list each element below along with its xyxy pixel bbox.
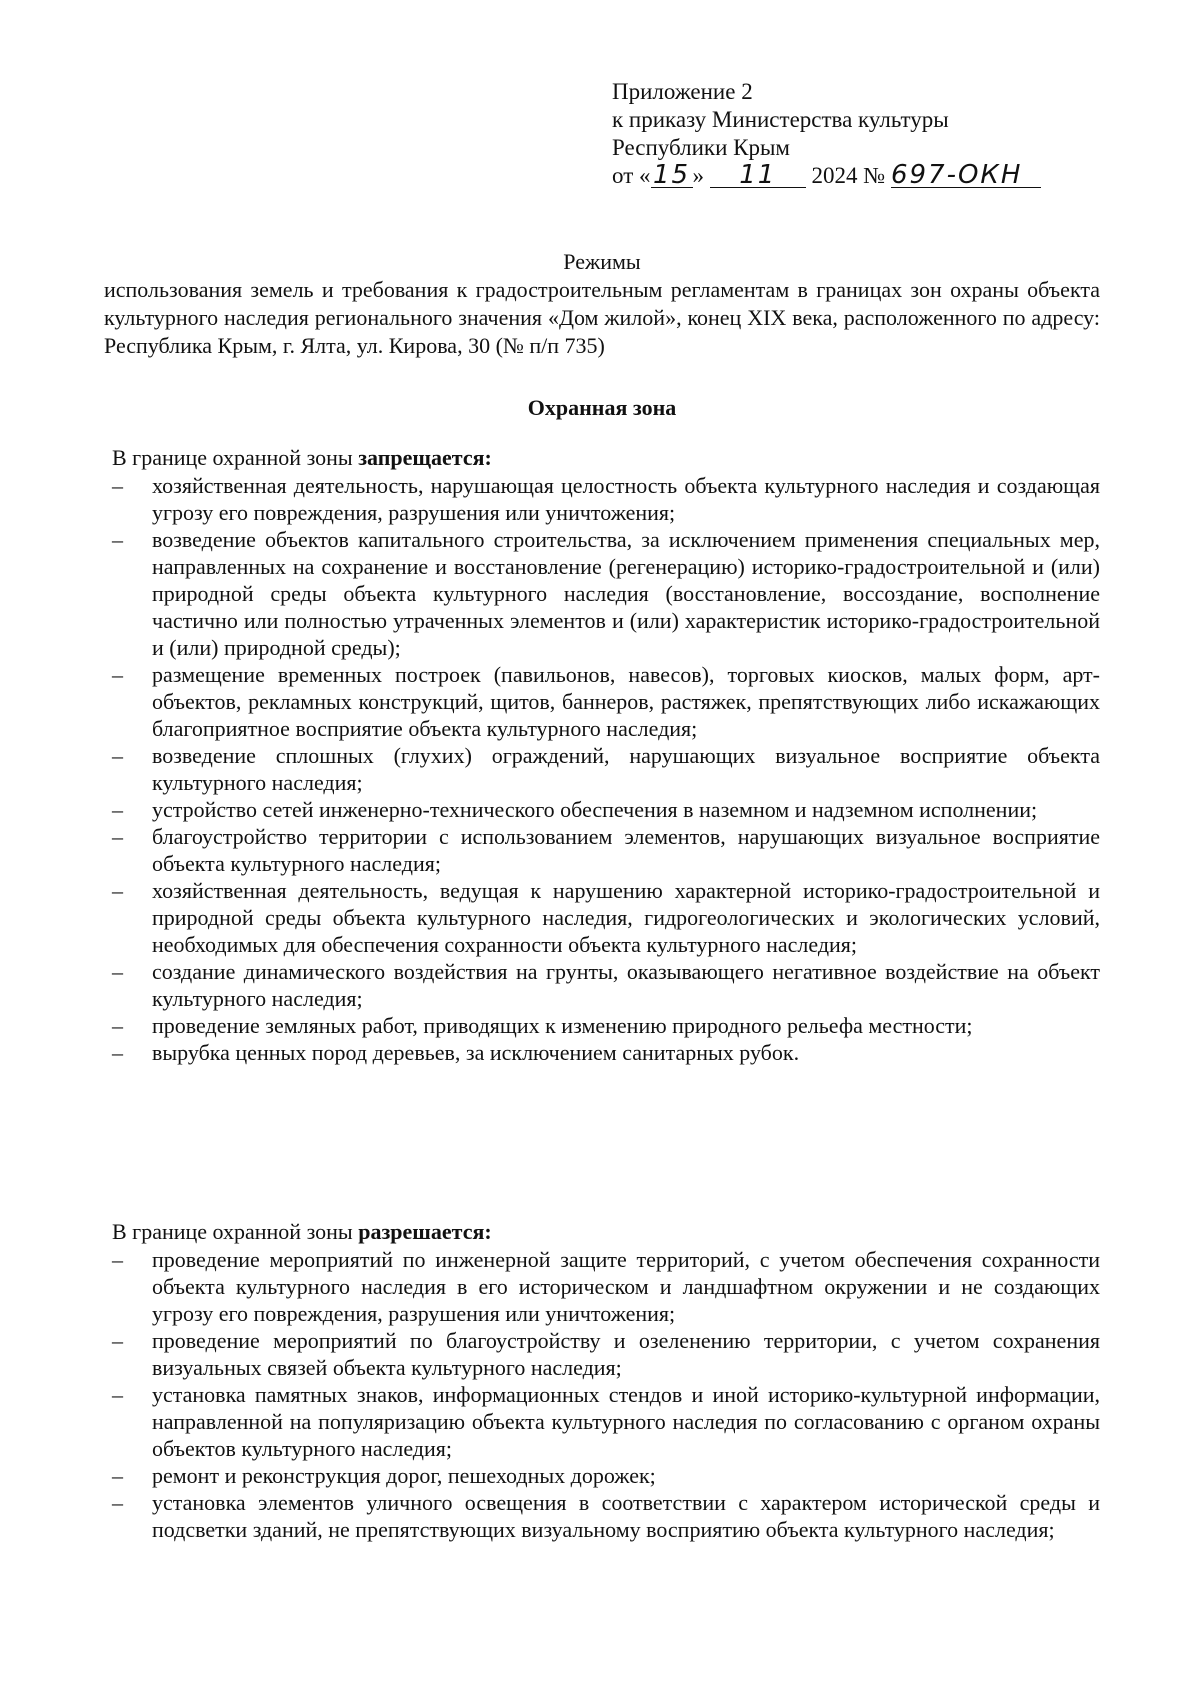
list-item-text: размещение временных построек (павильонов, навесов), торговых киосков, малых форм, арт-объектов, рекламных конструкций, щитов, баннеров, растяжек, препятствующих либо искажающих благоприятное восприятие объекта культурного наследия; xyxy=(152,662,1100,741)
dash-bullet: – xyxy=(112,1040,123,1065)
date-mid: » xyxy=(692,163,704,188)
dash-bullet: – xyxy=(112,878,123,903)
list-item xyxy=(112,526,1100,661)
order-reference: к приказу Министерства культуры xyxy=(612,107,949,132)
dash-bullet: – xyxy=(112,1490,123,1515)
prohibited-lead xyxy=(112,444,1100,471)
list-item-text: создание динамического воздействия на грунты, оказывающего негативное воздействие на объект культурного наследия; xyxy=(152,959,1100,1011)
dash-bullet: – xyxy=(112,824,123,849)
list-item xyxy=(112,661,1100,742)
list-item-text: установка элементов уличного освещения в соответствии с характером исторической среды и подсветки зданий, не препятствующих визуальному восприятию объекта культурного наследия; xyxy=(152,1490,1100,1542)
list-item-text: устройство сетей инженерно-технического обеспечения в наземном и надземном исполнении; xyxy=(152,797,1038,822)
document-title xyxy=(104,248,1100,360)
list-item-text: хозяйственная деятельность, нарушающая целостность объекта культурного наследия и создающая угрозу его повреждения, разрушения или уничтожения; xyxy=(152,473,1100,525)
dash-bullet: – xyxy=(112,1013,123,1038)
order-date-line xyxy=(612,162,1041,190)
order-month: 11 xyxy=(710,163,806,188)
ministry-region: Республики Крым xyxy=(612,135,790,160)
list-item xyxy=(112,958,1100,1012)
list-item-text: ремонт и реконструкция дорог, пешеходных дорожек; xyxy=(152,1463,656,1488)
order-number: 697-ОКН xyxy=(891,163,1041,188)
order-year: 2024 № xyxy=(811,163,886,188)
allowed-section xyxy=(112,1218,1100,1543)
list-item-text: возведение объектов капитального строительства, за исключением применения специальных мер, направленных на сохранение и восстановление (регенерацию) историко-градостроительной и (или) природной среды объекта культурного наследия (восстановление, воссоздание, восполнение частично или полностью утраченных элементов и (или) характеристик историко-градостроительной и (или) природной среды); xyxy=(152,527,1100,660)
dash-bullet: – xyxy=(112,1328,123,1353)
list-item xyxy=(112,1039,1100,1066)
prohibited-list xyxy=(112,472,1100,1066)
dash-bullet: – xyxy=(112,1463,123,1488)
list-item xyxy=(112,472,1100,526)
dash-bullet: – xyxy=(112,662,123,687)
dash-bullet: – xyxy=(112,1247,123,1272)
date-prefix: от « xyxy=(612,163,651,188)
list-item xyxy=(112,1381,1100,1462)
prohibited-lead-bold: запрещается: xyxy=(358,445,492,470)
prohibited-section xyxy=(112,444,1100,1066)
list-item xyxy=(112,742,1100,796)
allowed-lead-bold: разрешается: xyxy=(358,1219,492,1244)
list-item xyxy=(112,877,1100,958)
list-item-text: проведение мероприятий по благоустройству и озеленению территории, с учетом сохранения визуальных связей объекта культурного наследия; xyxy=(152,1328,1100,1380)
dash-bullet: – xyxy=(112,797,123,822)
list-item xyxy=(112,796,1100,823)
list-item-text: благоустройство территории с использованием элементов, нарушающих визуальное восприятие объекта культурного наследия; xyxy=(152,824,1100,876)
order-day: 15 xyxy=(651,163,693,188)
list-item-text: установка памятных знаков, информационных стендов и иной историко-культурной информации, направленной на популяризацию объекта культурного наследия по согласованию с органом охраны объектов культурного наследия; xyxy=(152,1382,1100,1461)
list-item-text: проведение мероприятий по инженерной защите территорий, с учетом обеспечения сохранности объекта культурного наследия в его историческом и ландшафтном окружении и не создающих угрозу его повреждения, разрушения или уничтожения; xyxy=(152,1247,1100,1326)
list-item xyxy=(112,1012,1100,1039)
list-item xyxy=(112,1462,1100,1489)
appendix-number: Приложение 2 xyxy=(612,79,753,104)
allowed-list xyxy=(112,1246,1100,1543)
list-item-text: вырубка ценных пород деревьев, за исключением санитарных рубок. xyxy=(152,1040,800,1065)
list-item xyxy=(112,1489,1100,1543)
list-item xyxy=(112,1246,1100,1327)
allowed-lead-text: В границе охранной зоны xyxy=(112,1219,359,1244)
list-item xyxy=(112,823,1100,877)
list-item-text: проведение земляных работ, приводящих к изменению природного рельефа местности; xyxy=(152,1013,973,1038)
dash-bullet: – xyxy=(112,959,123,984)
dash-bullet: – xyxy=(112,527,123,552)
title-body: использования земель и требования к градостроительным регламентам в границах зон охраны объекта культурного наследия регионального значения «Дом жилой», конец XIX века, расположенного по адресу: Республика Крым, г. Ялта, ул. Кирова, 30 (№ п/п 735) xyxy=(104,277,1100,358)
list-item-text: хозяйственная деятельность, ведущая к нарушению характерной историко-градостроительной и природной среды объекта культурного наследия, гидрогеологических и экологических условий, необходимых для обеспечения сохранности объекта культурного наследия; xyxy=(152,878,1100,957)
section-title: Охранная зона xyxy=(527,395,677,420)
appendix-header xyxy=(612,78,1041,190)
list-item xyxy=(112,1327,1100,1381)
dash-bullet: – xyxy=(112,473,123,498)
allowed-lead xyxy=(112,1218,1100,1245)
prohibited-lead-text: В границе охранной зоны xyxy=(112,445,359,470)
dash-bullet: – xyxy=(112,1382,123,1407)
dash-bullet: – xyxy=(112,743,123,768)
title-word: Режимы xyxy=(563,249,641,274)
list-item-text: возведение сплошных (глухих) ограждений, нарушающих визуальное восприятие объекта культурного наследия; xyxy=(152,743,1100,795)
